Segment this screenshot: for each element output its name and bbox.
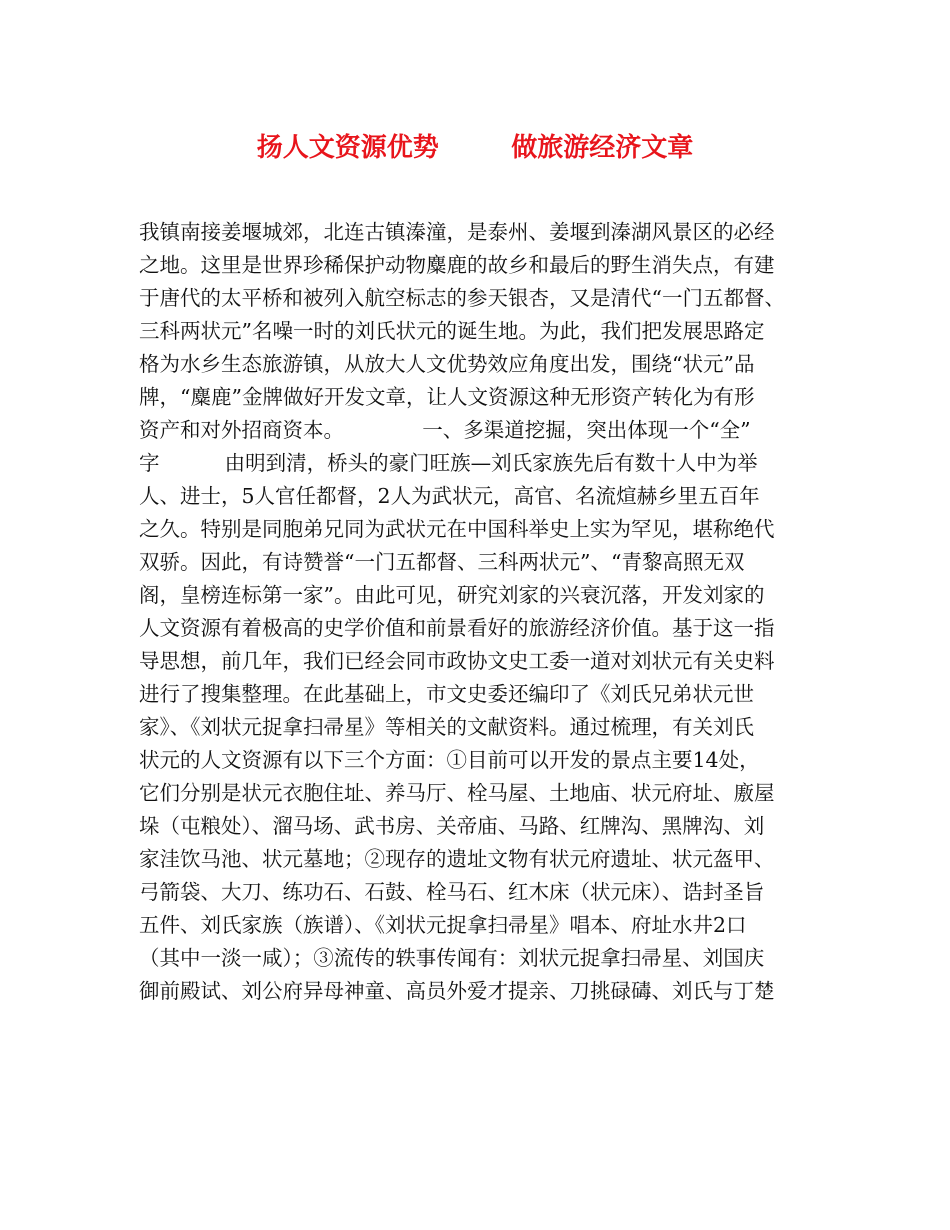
body-line: 家》、《刘状元捉拿扫帚星》等相关的文献资料。通过梳理，有关刘氏 — [139, 715, 754, 739]
body-line: 进行了搜集整理。在此基础上，市文史委还编印了《刘氏兄弟状元世 — [139, 682, 754, 706]
body-line: 资产和对外招商资本。 一、多渠道挖掘，突出体现一个“全” — [139, 418, 751, 442]
body-line: 御前殿试、刘公府异母神童、高员外爱才提亲、刀挑碌碡、刘氏与丁楚 — [139, 979, 775, 1003]
body-line: 双骄。因此，有诗赞誉“一门五都督、三科两状元”、“青黎高照无双 — [139, 550, 745, 574]
body-line: 牌，“麋鹿”金牌做好开发文章，让人文资源这种无形资产转化为有形 — [139, 385, 755, 409]
body-line: 它们分别是状元衣胞住址、养马厅、栓马屋、土地庙、状元府址、廒屋 — [139, 781, 775, 805]
body-line: 于唐代的太平桥和被列入航空标志的参天银杏，又是清代“一门五都督、 — [139, 286, 785, 310]
body-line: 阁，皇榜连标第一家”。由此可见，研究刘家的兴衰沉落，开发刘家的 — [139, 583, 765, 607]
document-title: 扬人文资源优势 做旅游经济文章 — [256, 133, 694, 163]
body-line: 我镇南接姜堰城郊，北连古镇溱潼，是泰州、姜堰到溱湖风景区的必经 — [139, 220, 775, 244]
body-line: 导思想，前几年，我们已经会同市政协文史工委一道对刘状元有关史料 — [139, 649, 775, 673]
body-line: 人文资源有着极高的史学价值和前景看好的旅游经济价值。基于这一指 — [139, 616, 775, 640]
body-line: 家洼饮马池、状元墓地；②现存的遗址文物有状元府遗址、状元盔甲、 — [139, 847, 775, 871]
document-body — [139, 216, 829, 1008]
body-line: 之地。这里是世界珍稀保护动物麋鹿的故乡和最后的野生消失点，有建 — [139, 253, 775, 277]
body-line: 弓箭袋、大刀、练功石、石鼓、栓马石、红木床（状元床）、诰封圣旨 — [139, 880, 765, 904]
body-line: （其中一淡一咸）；③流传的轶事传闻有：刘状元捉拿扫帚星、刘国庆 — [139, 946, 765, 970]
body-line: 之久。特别是同胞弟兄同为武状元在中国科举史上实为罕见，堪称绝代 — [139, 517, 775, 541]
body-line: 格为水乡生态旅游镇，从放大人文优势效应角度出发，围绕“状元”品 — [139, 352, 755, 376]
body-line: 三科两状元”名噪一时的刘氏状元的诞生地。为此，我们把发展思路定 — [139, 319, 765, 343]
body-line: 人、进士，5人官任都督，2人为武状元，高官、名流煊赫乡里五百年 — [139, 484, 760, 508]
body-line: 字 由明到清，桥头的豪门旺族—刘氏家族先后有数十人中为举 — [139, 451, 758, 475]
body-line: 状元的人文资源有以下三个方面：①目前可以开发的景点主要14处， — [139, 748, 760, 772]
body-line: 五件、刘氏家族（族谱）、《刘状元捉拿扫帚星》唱本、府址水井2口 — [139, 913, 747, 937]
body-line: 垛（屯粮处）、溜马场、武书房、关帝庙、马路、红牌沟、黑牌沟、刘 — [139, 814, 765, 838]
